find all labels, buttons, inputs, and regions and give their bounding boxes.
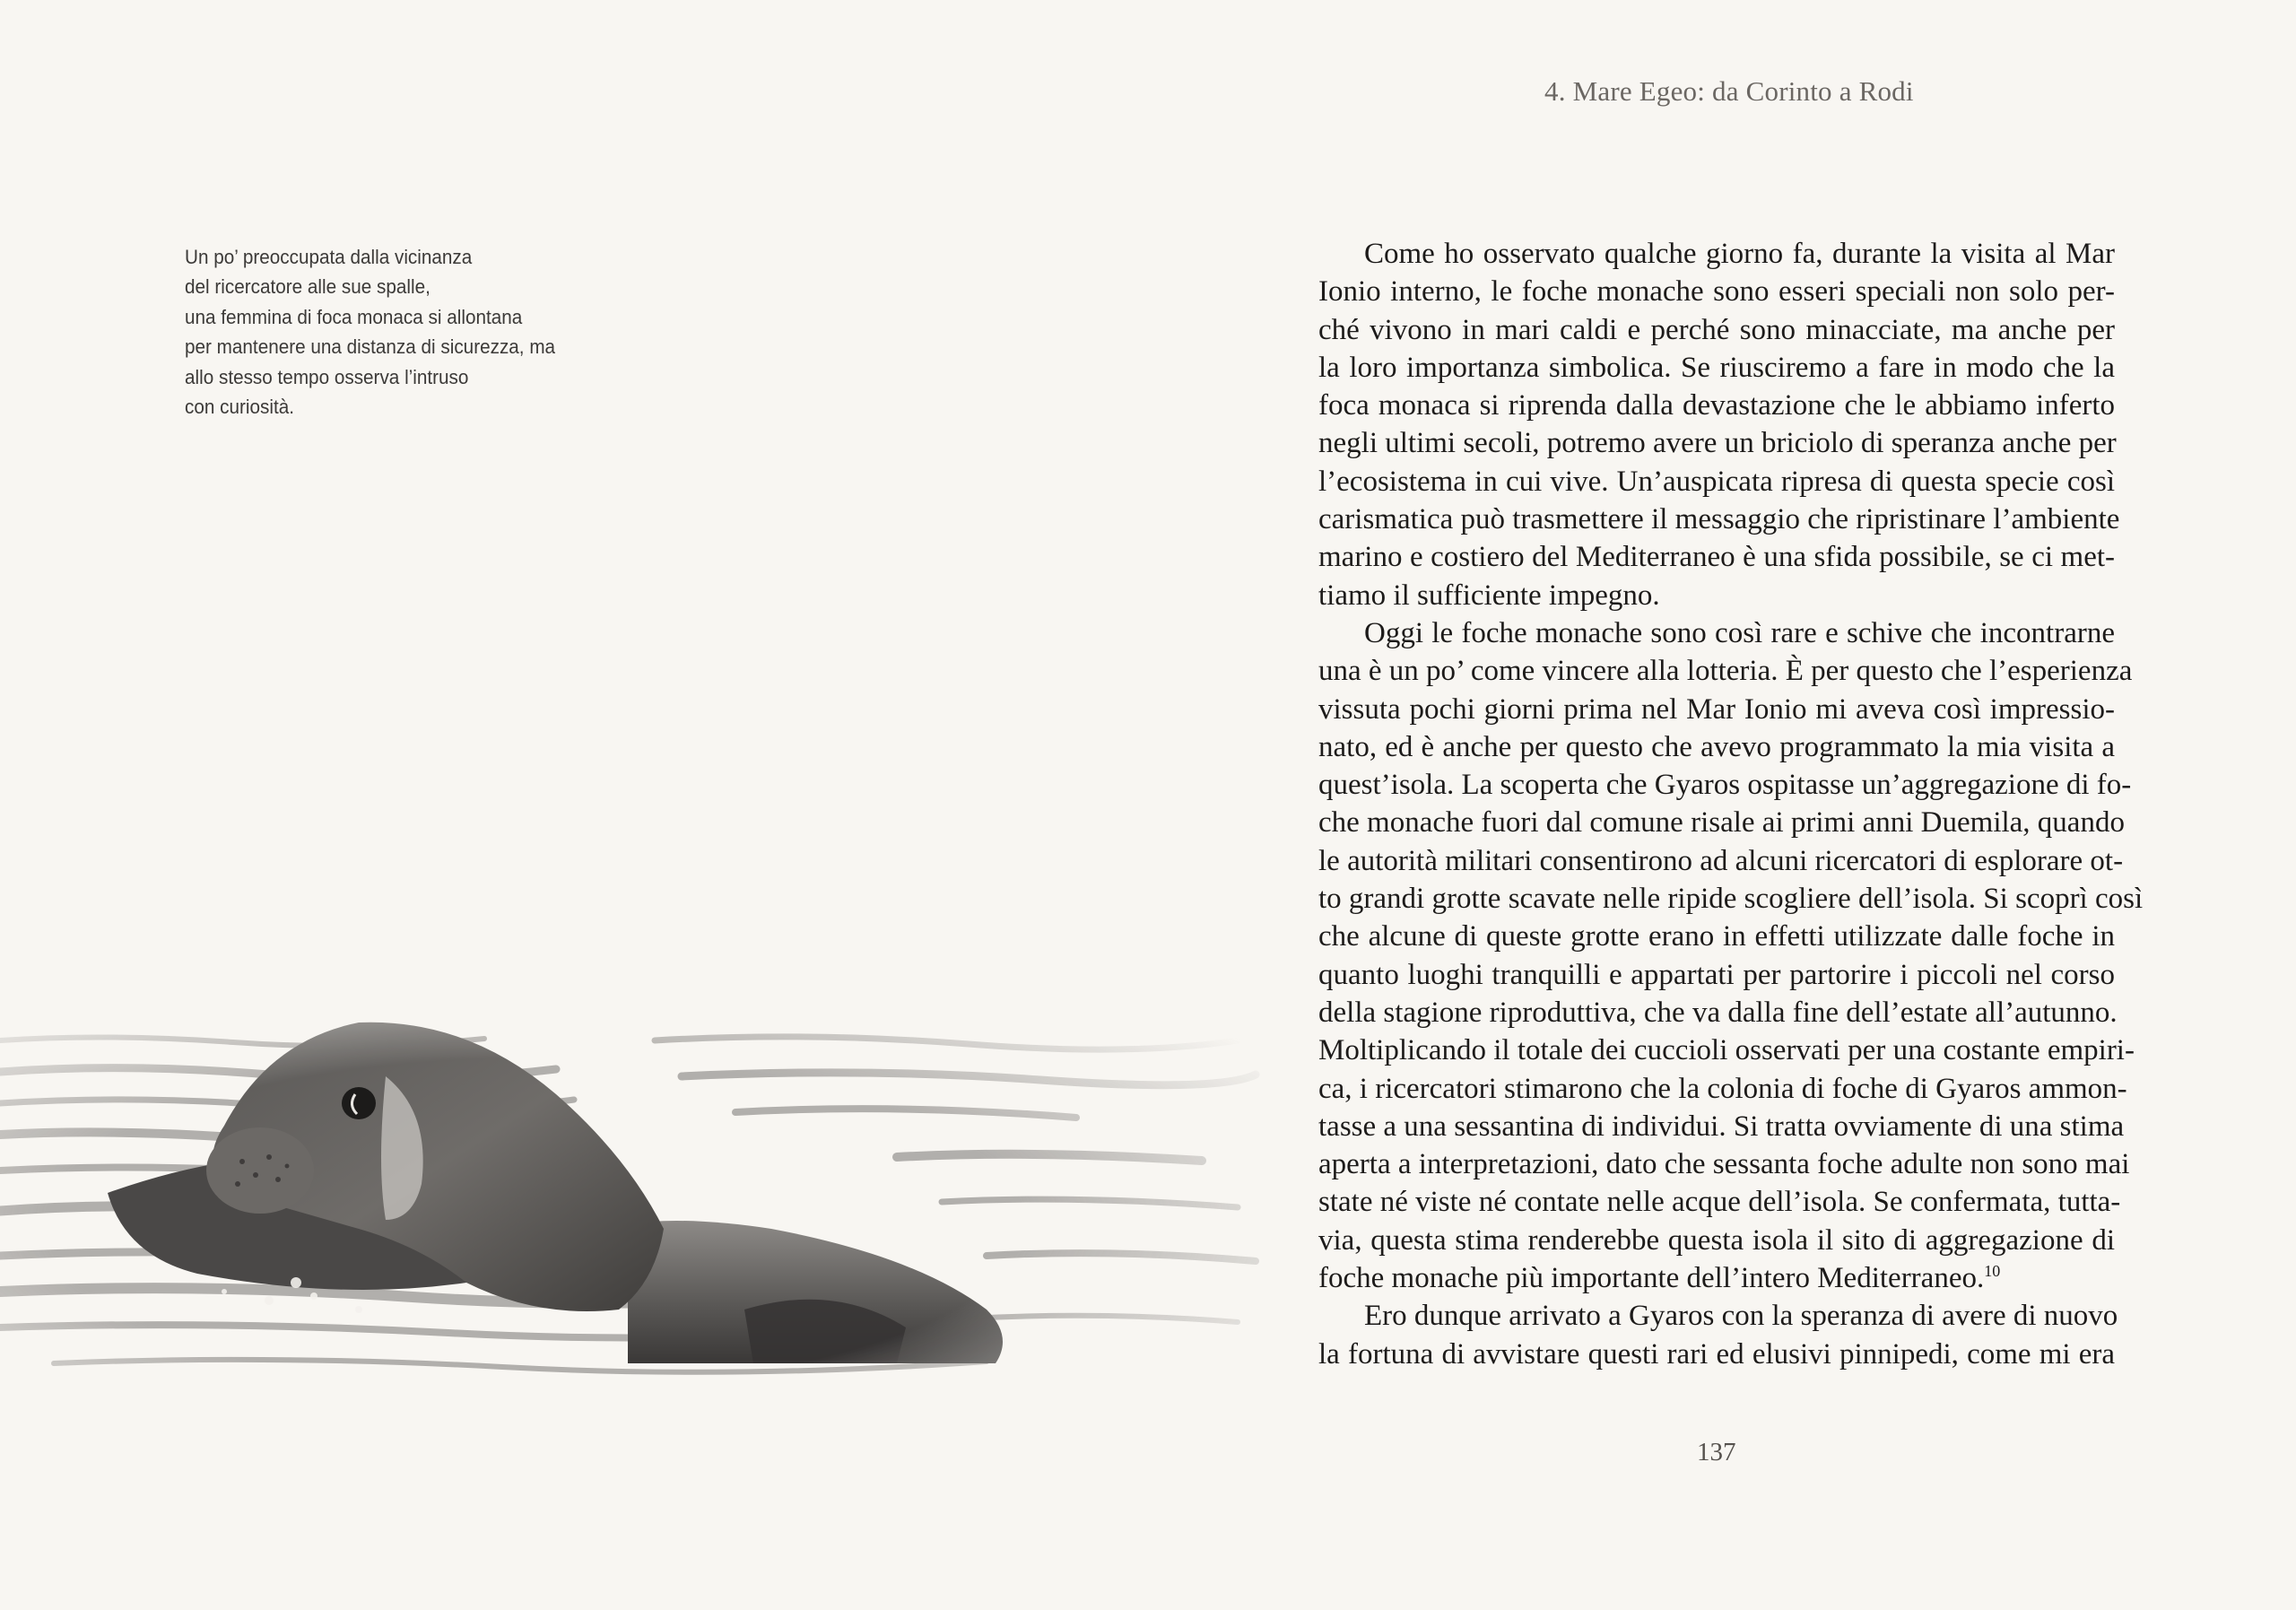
text-line: tiamo il sufficiente impegno. [1318, 579, 1660, 612]
text-line: quanto luoghi tranquilli e appartati per partorire i piccoli nel corso [1318, 958, 2115, 991]
text-line: Oggi le foche monache sono così rare e schive che incontrarne [1364, 616, 2115, 649]
running-head: 4. Mare Egeo: da Corinto a Rodi [1544, 75, 1914, 107]
text-line: della stagione riproduttiva, che va dalla fine dell’estate all’autunno. [1318, 996, 2118, 1029]
text-line: marino e costiero del Mediterraneo è una sfida possibile, se ci met- [1318, 541, 2115, 574]
text-line: foca monaca si riprenda dalla devastazione che le abbiamo inferto [1318, 389, 2115, 422]
text-line: nato, ed è anche per questo che avevo programmato la mia visita a [1318, 730, 2115, 763]
text-line: Come ho osservato qualche giorno fa, durante la visita al Mar [1364, 238, 2115, 270]
seal-illustration [0, 987, 1274, 1417]
photo-caption [185, 242, 651, 422]
text-line: le autorità militari consentirono ad alcuni ricercatori di esplorare ot- [1318, 844, 2124, 877]
text-line: la loro importanza simbolica. Se riusciremo a fare in modo che la [1318, 351, 2115, 384]
caption-line: del ricercatore alle sue spalle, [185, 275, 430, 299]
text-line: foche monache più importante dell’intero Mediterraneo. [1318, 1262, 1985, 1295]
page-number: 137 [1697, 1438, 1736, 1466]
text-line: tasse a una sessantina di individui. Si tratta ovviamente di una stima [1318, 1110, 2125, 1143]
footnote-reference[interactable]: 10 [1984, 1262, 2001, 1281]
text-line: negli ultimi secoli, potremo avere un briciolo di speranza anche per [1318, 427, 2117, 460]
caption-line: una femmina di foca monaca si allontana [185, 305, 523, 328]
text-line: che alcune di queste grotte erano in effetti utilizzate dalle foche in [1318, 920, 2115, 953]
text-line: l’ecosistema in cui vive. Un’auspicata ripresa di questa specie così [1318, 465, 2115, 498]
seal-muzzle [206, 1127, 314, 1214]
text-line-with-footnote [1318, 1259, 2115, 1297]
caption-line: allo stesso tempo osserva l’intruso [185, 365, 469, 388]
caption-line: per mantenere una distanza di sicurezza, ma [185, 335, 556, 359]
text-line: quest’isola. La scoperta che Gyaros ospitasse un’aggregazione di fo- [1318, 769, 2132, 802]
seal-eye [342, 1087, 376, 1119]
text-line: la fortuna di avvistare questi rari ed elusivi pinnipedi, come mi era [1318, 1337, 2115, 1371]
text-line: ca, i ricercatori stimarono che la colonia di foche di Gyaros ammon- [1318, 1072, 2127, 1105]
text-line: Ionio interno, le foche monache sono esseri speciali non solo per- [1318, 275, 2115, 309]
caption-line: con curiosità. [185, 396, 294, 419]
text-line: ché vivono in mari caldi e perché sono minacciate, ma anche per [1318, 313, 2115, 346]
text-line: Moltiplicando il totale dei cuccioli osservati per una costante empiri- [1318, 1034, 2135, 1067]
text-line: una è un po’ come vincere alla lotteria. È per questo che l’esperienza [1318, 655, 2133, 688]
text-line: to grandi grotte scavate nelle ripide scogliere dell’isola. Si scoprì così [1318, 883, 2144, 916]
text-line: aperta a interpretazioni, dato che sessanta foche adulte non sono mai [1318, 1148, 2130, 1181]
text-line: Ero dunque arrivato a Gyaros con la speranza di avere di nuovo [1364, 1300, 2118, 1333]
text-line: che monache fuori dal comune risale ai primi anni Duemila, quando [1318, 806, 2125, 840]
body-text [1318, 235, 2144, 1373]
caption-line: Un po’ preoccupata dalla vicinanza [185, 246, 473, 268]
text-line: carismatica può trasmettere il messaggio che ripristinare l’ambiente [1318, 503, 2120, 536]
text-line: state né viste né contate nelle acque dell’isola. Se confermata, tutta- [1318, 1186, 2121, 1219]
text-line: via, questa stima renderebbe questa isola il sito di aggregazione di [1318, 1223, 2115, 1257]
text-line: vissuta pochi giorni prima nel Mar Ionio mi aveva così impressio- [1318, 692, 2115, 726]
